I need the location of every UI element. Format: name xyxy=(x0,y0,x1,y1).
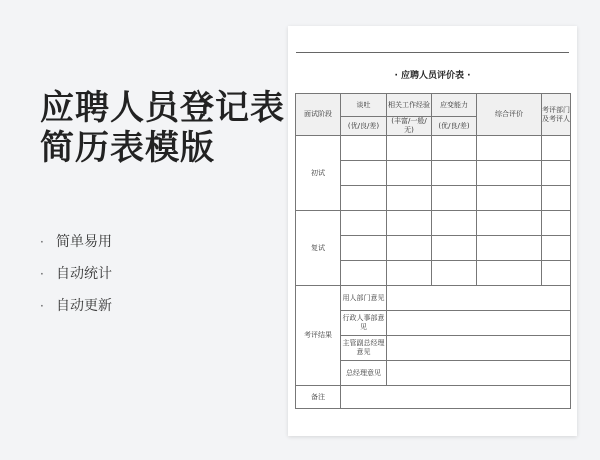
eval-result-label: 考评结果 xyxy=(296,286,341,386)
table-cell[interactable] xyxy=(432,261,477,286)
table-cell[interactable] xyxy=(542,161,571,186)
table-cell[interactable] xyxy=(432,186,477,211)
table-cell[interactable] xyxy=(477,186,542,211)
table-cell[interactable] xyxy=(341,136,387,161)
header-department: 考评部门及考评人 xyxy=(542,94,571,136)
feature-item xyxy=(40,264,112,296)
header-adaptability-scale: (优/良/差) xyxy=(432,117,477,136)
header-adaptability: 应变能力 xyxy=(432,94,477,117)
table-cell[interactable] xyxy=(542,186,571,211)
table-cell[interactable] xyxy=(432,236,477,261)
table-cell[interactable] xyxy=(341,261,387,286)
table-row xyxy=(296,286,571,311)
header-speech-scale: (优/良/差) xyxy=(341,117,387,136)
feature-list xyxy=(40,232,112,328)
eval-item-label: 总经理意见 xyxy=(341,361,387,386)
evaluation-table xyxy=(295,93,571,409)
table-cell[interactable] xyxy=(477,161,542,186)
table-cell[interactable] xyxy=(341,236,387,261)
header-stage: 面试阶段 xyxy=(296,94,341,136)
eval-opinion-field[interactable] xyxy=(387,311,571,336)
table-cell[interactable] xyxy=(387,161,432,186)
headline-line-2: 简历表模版 xyxy=(40,128,215,168)
table-row xyxy=(296,211,571,236)
table-cell[interactable] xyxy=(542,236,571,261)
stage-first-interview: 初试 xyxy=(296,136,341,211)
form-title: · 应聘人员评价表 · xyxy=(394,71,471,81)
eval-item-label: 用人部门意见 xyxy=(341,286,387,311)
table-cell[interactable] xyxy=(542,136,571,161)
bullet-icon: · xyxy=(40,267,44,281)
feature-label: 自动统计 xyxy=(56,266,112,282)
table-cell[interactable] xyxy=(477,211,542,236)
table-cell[interactable] xyxy=(477,261,542,286)
table-cell[interactable] xyxy=(542,211,571,236)
headline xyxy=(40,88,285,168)
bullet-icon: · xyxy=(40,235,44,249)
table-cell[interactable] xyxy=(477,136,542,161)
table-header-row xyxy=(296,94,571,117)
feature-item xyxy=(40,232,112,264)
header-overall: 综合评价 xyxy=(477,94,542,136)
eval-item-label: 主管副总经理意见 xyxy=(341,336,387,361)
table-cell[interactable] xyxy=(387,236,432,261)
table-cell[interactable] xyxy=(542,261,571,286)
stage-second-interview: 复试 xyxy=(296,211,341,286)
header-rule xyxy=(296,52,569,53)
eval-item-label: 行政人事部意见 xyxy=(341,311,387,336)
header-experience: 相关工作经验 xyxy=(387,94,432,117)
table-cell[interactable] xyxy=(432,211,477,236)
table-cell[interactable] xyxy=(341,161,387,186)
feature-item xyxy=(40,296,112,328)
note-label: 备注 xyxy=(296,386,341,409)
eval-opinion-field[interactable] xyxy=(387,361,571,386)
bullet-icon: · xyxy=(40,299,44,313)
table-cell[interactable] xyxy=(387,136,432,161)
form-preview-sheet xyxy=(288,26,577,436)
header-speech: 谈吐 xyxy=(341,94,387,117)
table-cell[interactable] xyxy=(387,186,432,211)
feature-label: 自动更新 xyxy=(56,298,112,314)
table-cell[interactable] xyxy=(387,211,432,236)
table-cell[interactable] xyxy=(387,261,432,286)
table-cell[interactable] xyxy=(432,136,477,161)
table-cell[interactable] xyxy=(341,186,387,211)
table-cell[interactable] xyxy=(477,236,542,261)
eval-opinion-field[interactable] xyxy=(387,286,571,311)
feature-label: 简单易用 xyxy=(56,234,112,250)
table-cell[interactable] xyxy=(341,211,387,236)
header-experience-scale: (丰富/一般/无) xyxy=(387,117,432,136)
eval-opinion-field[interactable] xyxy=(387,336,571,361)
headline-line-1: 应聘人员登记表 xyxy=(40,88,285,128)
table-cell[interactable] xyxy=(432,161,477,186)
table-row xyxy=(296,386,571,409)
table-row xyxy=(296,136,571,161)
note-field[interactable] xyxy=(341,386,571,409)
